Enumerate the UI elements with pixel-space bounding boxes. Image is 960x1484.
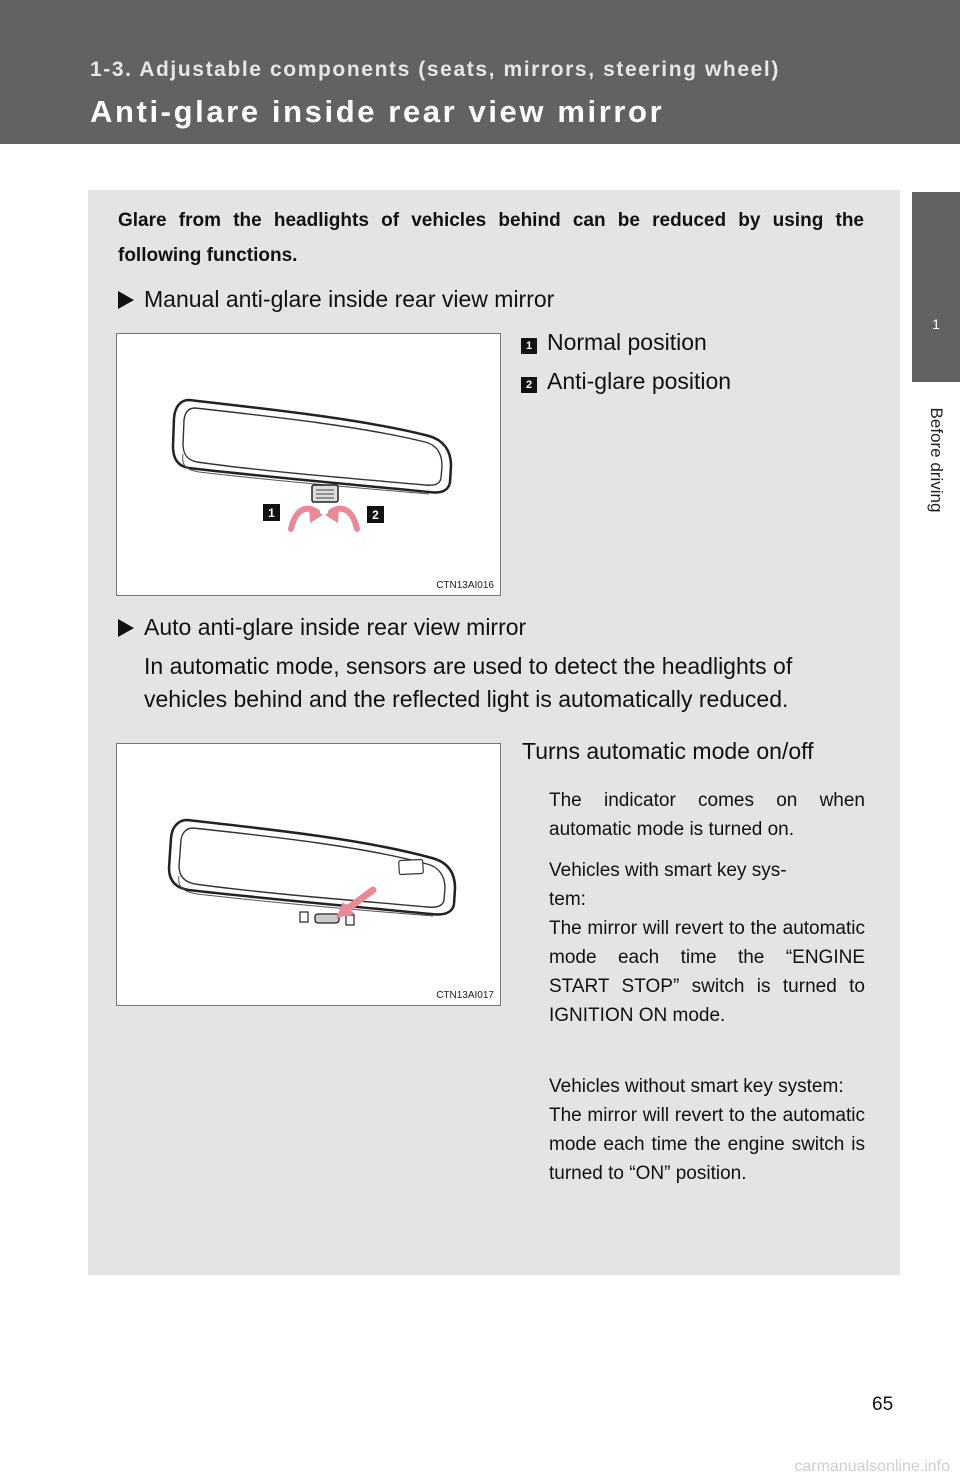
auto-heading-text: Auto anti-glare inside rear view mirror (144, 614, 527, 640)
bullet-triangle-icon (118, 619, 134, 637)
manual-mirror-figure (116, 333, 501, 596)
page-title: Anti-glare inside rear view mirror (90, 94, 665, 129)
legend-item-normal (521, 329, 707, 356)
section-label: 1-3. Adjustable components (seats, mirrors, steering wheel) (90, 58, 780, 81)
note-smart-key: Vehicles with smart key sys- tem: The mirror will revert to the automatic mode each time the “ENGINE START STOP” switch is turned to IGNITION ON mode. (549, 860, 865, 1026)
page-number: 65 (872, 1394, 894, 1415)
chapter-label: Before driving (927, 407, 946, 513)
manual-mirror-illustration (117, 334, 500, 595)
bullet-triangle-icon (118, 291, 134, 309)
auto-heading (118, 614, 526, 641)
function-title: Turns automatic mode on/off (522, 738, 814, 764)
note-indicator: The indicator comes on when automatic mode is turned on. (549, 790, 865, 840)
manual-heading-text: Manual anti-glare inside rear view mirror (144, 286, 555, 312)
chapter-tab (912, 192, 960, 382)
figure-code: CTN13AI016 (436, 580, 494, 591)
callout-1: 1 (268, 506, 275, 520)
note-no-smart-key: Vehicles without smart key system: The mirror will revert to the automatic mode each time the engine switch is turned to “ON” position. (549, 1076, 865, 1184)
legend-number: 2 (521, 377, 537, 393)
auto-mirror-figure (116, 743, 501, 1006)
footer-watermark: carmanualsonline.info (794, 1458, 950, 1475)
intro-text: Glare from the headlights of vehicles behind can be reduced by using the following functions. (118, 210, 864, 266)
manual-heading (118, 286, 554, 313)
legend-item-antiglare (521, 368, 731, 395)
figure-code: CTN13AI017 (436, 990, 494, 1001)
callout-2: 2 (372, 508, 379, 522)
legend-label: Anti-glare position (547, 368, 732, 394)
chapter-number: 1 (932, 316, 940, 332)
legend-number: 1 (521, 338, 537, 354)
auto-mirror-illustration (117, 744, 500, 1005)
legend-label: Normal position (547, 329, 707, 355)
auto-description: In automatic mode, sensors are used to detect the headlights of vehicles behind and the reflected light is automatically reduced. (144, 653, 793, 712)
page-header (0, 0, 960, 144)
